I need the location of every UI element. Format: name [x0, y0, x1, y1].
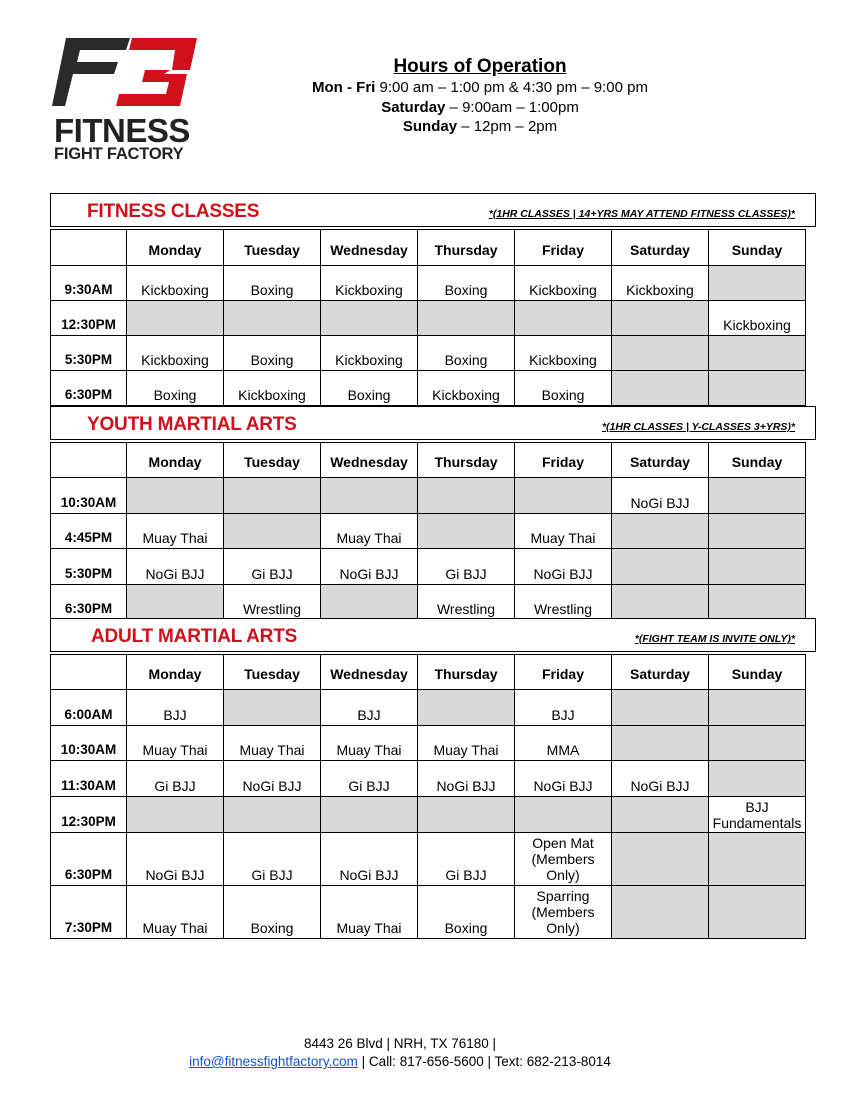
class-cell: NoGi BJJ [321, 549, 418, 585]
empty-slot [418, 301, 515, 336]
empty-slot [418, 690, 515, 726]
day-header-row [51, 443, 806, 478]
day-header: Monday [127, 230, 224, 266]
empty-slot [612, 371, 709, 406]
header-blank-cell [51, 230, 127, 266]
empty-slot [612, 549, 709, 585]
table-row [51, 585, 806, 620]
hours-title: Hours of Operation [393, 56, 567, 77]
time-slot: 4:45PM [51, 514, 127, 549]
empty-slot [612, 886, 709, 939]
class-cell: Boxing [224, 266, 321, 301]
empty-slot [709, 886, 806, 939]
class-cell: Boxing [418, 266, 515, 301]
empty-slot [224, 478, 321, 514]
brand-logo [52, 34, 202, 164]
class-cell: Wrestling [224, 585, 321, 620]
table-row [51, 690, 806, 726]
class-cell: Kickboxing [515, 266, 612, 301]
empty-slot [224, 301, 321, 336]
footer-address: 8443 26 Blvd | NRH, TX 76180 | [303, 1036, 497, 1051]
class-cell: Kickboxing [224, 371, 321, 406]
logo-mark-icon [52, 34, 202, 114]
class-cell: NoGi BJJ [612, 761, 709, 797]
day-header: Friday [515, 655, 612, 690]
empty-slot [224, 514, 321, 549]
empty-slot [127, 301, 224, 336]
empty-slot [612, 726, 709, 761]
hours-saturday-label: Saturday [381, 98, 446, 116]
empty-slot [612, 585, 709, 620]
time-slot: 9:30AM [51, 266, 127, 301]
class-cell: NoGi BJJ [127, 833, 224, 886]
empty-slot [709, 478, 806, 514]
footer-contact-line [0, 1053, 800, 1071]
class-cell: Kickboxing [127, 336, 224, 371]
day-header: Wednesday [321, 443, 418, 478]
class-cell: Muay Thai [321, 726, 418, 761]
empty-slot [709, 761, 806, 797]
class-cell: Boxing [321, 371, 418, 406]
class-cell: Gi BJJ [224, 833, 321, 886]
empty-slot [418, 478, 515, 514]
section-banner [50, 618, 816, 652]
class-cell: Muay Thai [321, 514, 418, 549]
empty-slot [224, 797, 321, 833]
day-header: Tuesday [224, 655, 321, 690]
empty-slot [612, 336, 709, 371]
class-cell: Muay Thai [321, 886, 418, 939]
section-title: ADULT MARTIAL ARTS [91, 626, 298, 647]
time-slot: 6:30PM [51, 585, 127, 620]
section-note: *(1HR CLASSES | Y-CLASSES 3+YRS)* [601, 421, 795, 433]
class-cell: Wrestling [418, 585, 515, 620]
empty-slot [709, 585, 806, 620]
header-blank-cell [51, 655, 127, 690]
empty-slot [418, 514, 515, 549]
table-row [51, 726, 806, 761]
class-cell: Kickboxing [321, 336, 418, 371]
hours-sunday-value: – 12pm – 2pm [457, 118, 558, 135]
day-header: Saturday [612, 443, 709, 478]
hours-weekday-value: 9:00 am – 1:00 pm & 4:30 pm – 9:00 pm [375, 79, 648, 96]
empty-slot [709, 690, 806, 726]
class-cell: Muay Thai [515, 514, 612, 549]
class-cell: Muay Thai [127, 514, 224, 549]
empty-slot [709, 833, 806, 886]
table-row [51, 549, 806, 585]
empty-slot [127, 585, 224, 620]
empty-slot [321, 301, 418, 336]
class-cell: Kickboxing [515, 336, 612, 371]
class-cell: Gi BJJ [224, 549, 321, 585]
empty-slot [709, 336, 806, 371]
empty-slot [515, 797, 612, 833]
empty-slot [321, 478, 418, 514]
day-header: Saturday [612, 655, 709, 690]
table-row [51, 371, 806, 406]
day-header: Thursday [418, 655, 515, 690]
day-header-row [51, 655, 806, 690]
class-cell: NoGi BJJ [127, 549, 224, 585]
day-header: Sunday [709, 443, 806, 478]
class-cell: Kickboxing [321, 266, 418, 301]
day-header: Sunday [709, 655, 806, 690]
class-cell: Gi BJJ [127, 761, 224, 797]
class-cell: Open Mat (Members Only) [515, 833, 612, 886]
empty-slot [612, 301, 709, 336]
logo-tagline: FIGHT FACTORY [54, 145, 184, 163]
table-row [51, 266, 806, 301]
empty-slot [612, 514, 709, 549]
day-header: Thursday [418, 443, 515, 478]
class-cell: Boxing [418, 336, 515, 371]
class-cell: Muay Thai [418, 726, 515, 761]
empty-slot [127, 478, 224, 514]
class-cell: Boxing [224, 886, 321, 939]
schedule-table [50, 654, 806, 939]
class-cell: Boxing [224, 336, 321, 371]
hours-sunday [230, 117, 730, 137]
time-slot: 10:30AM [51, 726, 127, 761]
day-header: Sunday [709, 230, 806, 266]
class-cell: Gi BJJ [418, 833, 515, 886]
day-header: Monday [127, 655, 224, 690]
time-slot: 6:00AM [51, 690, 127, 726]
class-cell: BJJ [321, 690, 418, 726]
class-cell: BJJ [127, 690, 224, 726]
class-cell: NoGi BJJ [418, 761, 515, 797]
empty-slot [709, 266, 806, 301]
empty-slot [224, 690, 321, 726]
section-title: FITNESS CLASSES [87, 201, 260, 222]
schedule-table [50, 229, 806, 406]
section-title: YOUTH MARTIAL ARTS [87, 414, 297, 435]
class-cell: Kickboxing [612, 266, 709, 301]
class-cell: Muay Thai [127, 886, 224, 939]
class-cell: Kickboxing [709, 301, 806, 336]
class-cell: Muay Thai [127, 726, 224, 761]
empty-slot [612, 690, 709, 726]
class-cell: MMA [515, 726, 612, 761]
header-blank-cell [51, 443, 127, 478]
class-cell: Sparring (Members Only) [515, 886, 612, 939]
table-row [51, 336, 806, 371]
empty-slot [709, 371, 806, 406]
table-row [51, 761, 806, 797]
class-cell: Gi BJJ [321, 761, 418, 797]
section-note: *(1HR CLASSES | 14+YRS MAY ATTEND FITNESS CLASSES)* [488, 208, 795, 220]
class-cell: BJJ [515, 690, 612, 726]
table-row [51, 797, 806, 833]
day-header-row [51, 230, 806, 266]
day-header: Tuesday [224, 443, 321, 478]
empty-slot [321, 585, 418, 620]
table-row [51, 833, 806, 886]
footer [0, 1035, 800, 1071]
hours-of-operation [230, 56, 730, 137]
day-header: Friday [515, 443, 612, 478]
time-slot: 5:30PM [51, 549, 127, 585]
section-banner [50, 193, 816, 227]
schedule-table [50, 442, 806, 620]
class-cell: BJJ Fundamentals [709, 797, 806, 833]
day-header: Monday [127, 443, 224, 478]
table-row [51, 886, 806, 939]
empty-slot [612, 797, 709, 833]
section-note: *(FIGHT TEAM IS INVITE ONLY)* [634, 633, 795, 645]
class-cell: Kickboxing [127, 266, 224, 301]
hours-weekday-label: Mon - Fri [312, 79, 376, 96]
empty-slot [612, 833, 709, 886]
class-cell: Boxing [418, 886, 515, 939]
class-cell: NoGi BJJ [612, 478, 709, 514]
hours-sunday-label: Sunday [402, 118, 458, 135]
empty-slot [127, 797, 224, 833]
class-cell: NoGi BJJ [224, 761, 321, 797]
time-slot: 6:30PM [51, 833, 127, 886]
day-header: Tuesday [224, 230, 321, 266]
empty-slot [515, 478, 612, 514]
empty-slot [321, 797, 418, 833]
table-row [51, 301, 806, 336]
time-slot: 7:30PM [51, 886, 127, 939]
day-header: Wednesday [321, 230, 418, 266]
class-cell: Boxing [127, 371, 224, 406]
hours-saturday [230, 98, 730, 118]
class-cell: Kickboxing [418, 371, 515, 406]
class-cell: NoGi BJJ [515, 761, 612, 797]
class-cell: NoGi BJJ [321, 833, 418, 886]
time-slot: 12:30PM [51, 797, 127, 833]
hours-saturday-value: – 9:00am – 1:00pm [445, 98, 579, 116]
time-slot: 6:30PM [51, 371, 127, 406]
empty-slot [709, 726, 806, 761]
empty-slot [418, 797, 515, 833]
class-cell: Wrestling [515, 585, 612, 620]
class-cell: Boxing [515, 371, 612, 406]
day-header: Friday [515, 230, 612, 266]
hours-weekday [230, 78, 730, 98]
empty-slot [709, 514, 806, 549]
class-cell: Gi BJJ [418, 549, 515, 585]
class-cell: NoGi BJJ [515, 549, 612, 585]
email-link[interactable]: info@fitnessfightfactory.com [189, 1054, 358, 1069]
section-banner [50, 406, 816, 440]
footer-phone: | Call: 817-656-5600 | Text: 682-213-8014 [357, 1054, 611, 1069]
table-row [51, 514, 806, 549]
day-header: Wednesday [321, 655, 418, 690]
empty-slot [709, 549, 806, 585]
logo-wordmark: FITNESS [54, 112, 190, 149]
time-slot: 11:30AM [51, 761, 127, 797]
table-row [51, 478, 806, 514]
class-cell: Muay Thai [224, 726, 321, 761]
time-slot: 12:30PM [51, 301, 127, 336]
day-header: Saturday [612, 230, 709, 266]
time-slot: 5:30PM [51, 336, 127, 371]
time-slot: 10:30AM [51, 478, 127, 514]
day-header: Thursday [418, 230, 515, 266]
empty-slot [515, 301, 612, 336]
